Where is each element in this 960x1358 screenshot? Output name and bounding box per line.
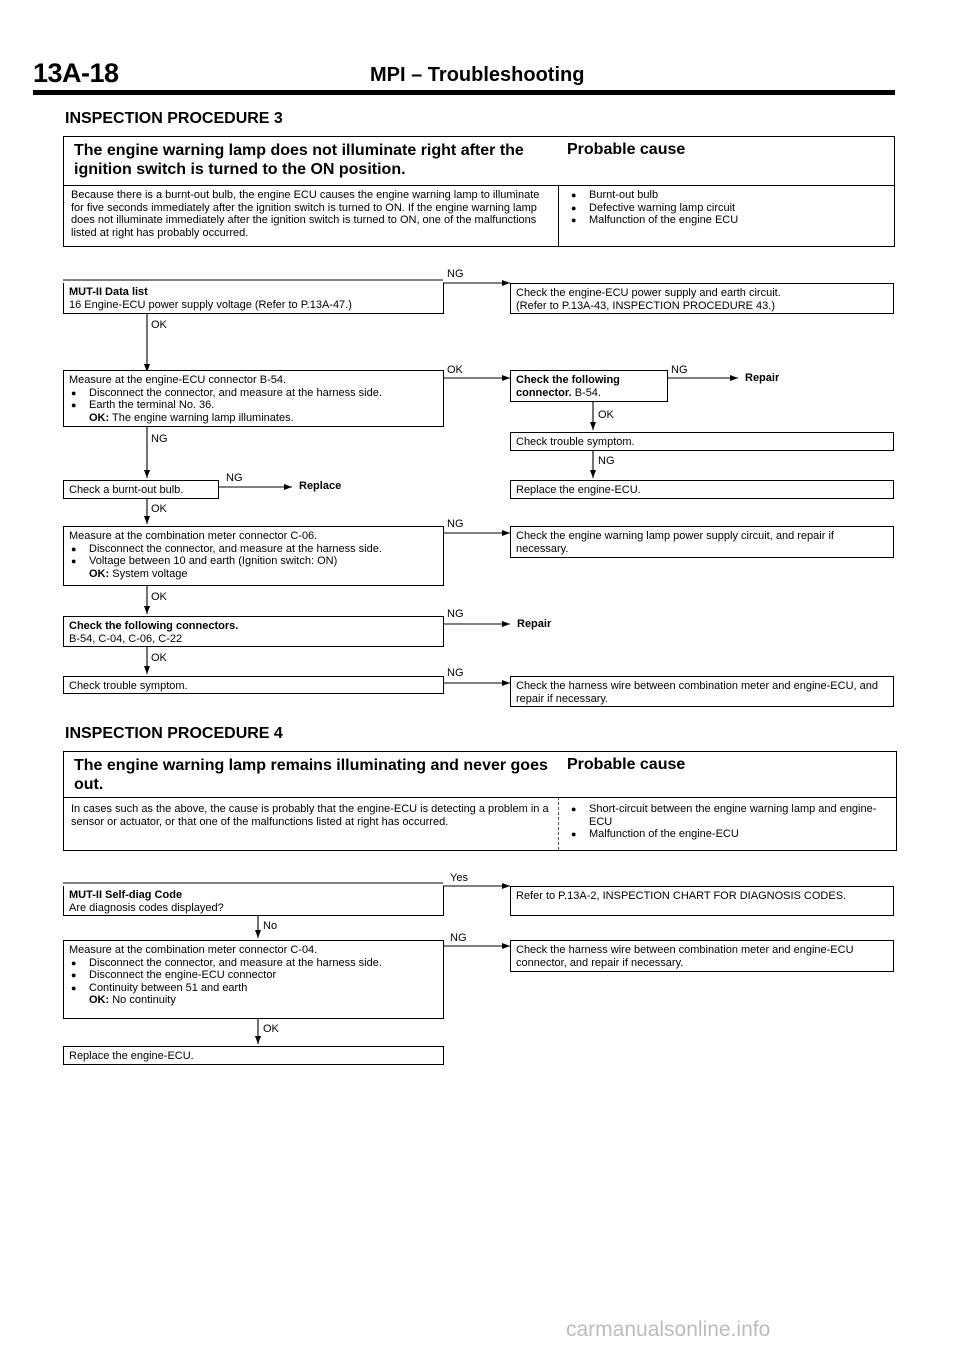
branch-label-ng: NG bbox=[226, 472, 243, 484]
ok-text: System voltage bbox=[112, 567, 188, 580]
ok-label: OK: bbox=[89, 994, 110, 1006]
page-number: 13A-18 bbox=[33, 58, 119, 88]
branch-label-ok: OK bbox=[447, 364, 463, 376]
probable-cause-title: Probable cause bbox=[567, 141, 686, 158]
connectors-list: B-54, C-04, C-06, C-22 bbox=[69, 632, 183, 645]
branch-label-yes: Yes bbox=[450, 872, 468, 884]
replace-ecu-box: Replace the engine-ECU. bbox=[510, 480, 894, 499]
branch-label-ok: OK bbox=[151, 319, 167, 331]
branch-label-ng: NG bbox=[447, 268, 464, 280]
measure-title: Measure at the combination meter connector C-04. bbox=[69, 944, 318, 956]
harness-check-box: Check the harness wire between combination meter and engine-ECU connector, and repair if necessary. bbox=[510, 940, 894, 972]
trouble-symptom-box: Check trouble symptom. bbox=[510, 432, 894, 451]
cause-item: ● Short-circuit between the engine warning lamp and engine-ECU bbox=[569, 803, 886, 828]
procedure-3-heading: INSPECTION PROCEDURE 3 bbox=[65, 110, 283, 127]
measure-step: ● Continuity between 51 and earth bbox=[69, 982, 438, 995]
replace-label: Replace bbox=[299, 480, 342, 492]
ok-text: The engine warning lamp illuminates. bbox=[112, 411, 294, 424]
connectors-title: Check the following connectors. bbox=[69, 620, 239, 632]
measure-title: Measure at the engine-ECU connector B-54. bbox=[69, 374, 287, 386]
branch-label-ok: OK bbox=[598, 409, 614, 421]
combination-meter-measure-box bbox=[63, 940, 444, 1019]
condition-title: The engine warning lamp remains illuminating and never goes out. bbox=[74, 757, 548, 793]
repair-label: Repair bbox=[517, 618, 552, 630]
branch-label-ok: OK bbox=[263, 1023, 279, 1035]
trouble-symptom-box: Check trouble symptom. bbox=[63, 676, 444, 694]
combo-step: ● Disconnect the connector, and measure at the harness side. bbox=[69, 543, 438, 556]
branch-label-ng: NG bbox=[450, 932, 467, 944]
branch-label-ng: NG bbox=[447, 667, 464, 679]
branch-label-ng: NG bbox=[447, 608, 464, 620]
refer-chart-box: Refer to P.13A-2, INSPECTION CHART FOR DIAGNOSIS CODES. bbox=[510, 886, 894, 916]
check-connector-box bbox=[510, 370, 668, 402]
mut-text: Are diagnosis codes displayed? bbox=[69, 901, 224, 914]
measure-step: ● Earth the terminal No. 36. bbox=[69, 399, 438, 412]
branch-label-ok: OK bbox=[151, 652, 167, 664]
ecu-connector-measure-box bbox=[63, 370, 444, 427]
branch-label-ng: NG bbox=[671, 364, 688, 376]
procedure-4-heading: INSPECTION PROCEDURE 4 bbox=[65, 725, 283, 742]
combination-meter-measure-box bbox=[63, 526, 444, 586]
connector-id: B-54. bbox=[574, 386, 601, 399]
mut-title: MUT-II Self-diag Code bbox=[69, 889, 183, 901]
branch-label-ng: NG bbox=[598, 455, 615, 467]
check-connectors-box bbox=[63, 616, 444, 647]
mut-text: 16 Engine-ECU power supply voltage (Refer to P.13A-47.) bbox=[69, 298, 352, 311]
cause-item: ● Malfunction of the engine-ECU bbox=[569, 828, 886, 841]
condition-text: Because there is a burnt-out bulb, the engine ECU causes the engine warning lamp to illuminate for five seconds immediately after the ignition switch is turned to ON. If the engine warning lamp does not illuminate immediately after the ignition switch is turned to ON, one of the malfunctions listed at right has probably occurred. bbox=[64, 185, 559, 246]
cause-item: ● Defective warning lamp circuit bbox=[569, 202, 884, 215]
connector-word: connector. bbox=[516, 386, 572, 399]
measure-step: ● Disconnect the connector, and measure at the harness side. bbox=[69, 387, 438, 400]
cause-list bbox=[559, 797, 896, 850]
harness-check-box: Check the harness wire between combination meter and engine-ECU, and repair if necessary. bbox=[510, 676, 894, 707]
condition-text: In cases such as the above, the cause is probably that the engine-ECU is detecting a problem in a sensor or actuator, or that one of the malfunctions listed at right has occurred. bbox=[64, 797, 559, 850]
mut-self-diag-box bbox=[63, 886, 444, 916]
check-following: Check the following bbox=[516, 374, 620, 386]
measure-step: ● Disconnect the connector, and measure at the harness side. bbox=[69, 957, 438, 970]
power-check-line-1: Check the engine-ECU power supply and earth circuit. bbox=[516, 287, 781, 299]
branch-label-no: No bbox=[263, 920, 278, 932]
lamp-power-check-box: Check the engine warning lamp power supply circuit, and repair if necessary. bbox=[510, 526, 894, 558]
combo-step: ● Voltage between 10 and earth (Ignition switch: ON) bbox=[69, 555, 438, 568]
measure-ok bbox=[69, 994, 438, 1007]
branch-label-ng: NG bbox=[447, 518, 464, 530]
repair-label: Repair bbox=[745, 372, 780, 384]
page-title: MPI – Troubleshooting bbox=[370, 64, 585, 86]
ok-text: No continuity bbox=[112, 994, 176, 1006]
watermark-text: carmanualsonline.info bbox=[566, 1318, 771, 1341]
branch-label-ok: OK bbox=[151, 591, 167, 603]
probable-cause-title: Probable cause bbox=[567, 756, 686, 773]
branch-label-ng: NG bbox=[151, 433, 168, 445]
measure-ok bbox=[69, 412, 438, 425]
ok-label: OK: bbox=[89, 411, 110, 424]
cause-item: ● Malfunction of the engine ECU bbox=[569, 214, 884, 227]
procedure-4-table bbox=[63, 751, 897, 851]
burnt-bulb-box: Check a burnt-out bulb. bbox=[63, 480, 219, 499]
branch-label-ok: OK bbox=[151, 503, 167, 515]
cause-item: ● Burnt-out bulb bbox=[569, 189, 884, 202]
combo-ok bbox=[69, 568, 438, 581]
replace-ecu-box: Replace the engine-ECU. bbox=[63, 1046, 444, 1065]
condition-title: The engine warning lamp does not illuminate right after the ignition switch is turned to the ON position. bbox=[74, 142, 524, 178]
ok-label: OK: bbox=[89, 567, 110, 580]
power-check-line-2: (Refer to P.13A-43, INSPECTION PROCEDURE 43.) bbox=[516, 299, 775, 312]
power-supply-check-box bbox=[510, 283, 894, 314]
mut-title: MUT-II Data list bbox=[69, 286, 148, 298]
measure-step: ● Disconnect the engine-ECU connector bbox=[69, 969, 438, 982]
mut-data-list-box bbox=[63, 283, 444, 314]
combo-title: Measure at the combination meter connector C-06. bbox=[69, 530, 318, 542]
